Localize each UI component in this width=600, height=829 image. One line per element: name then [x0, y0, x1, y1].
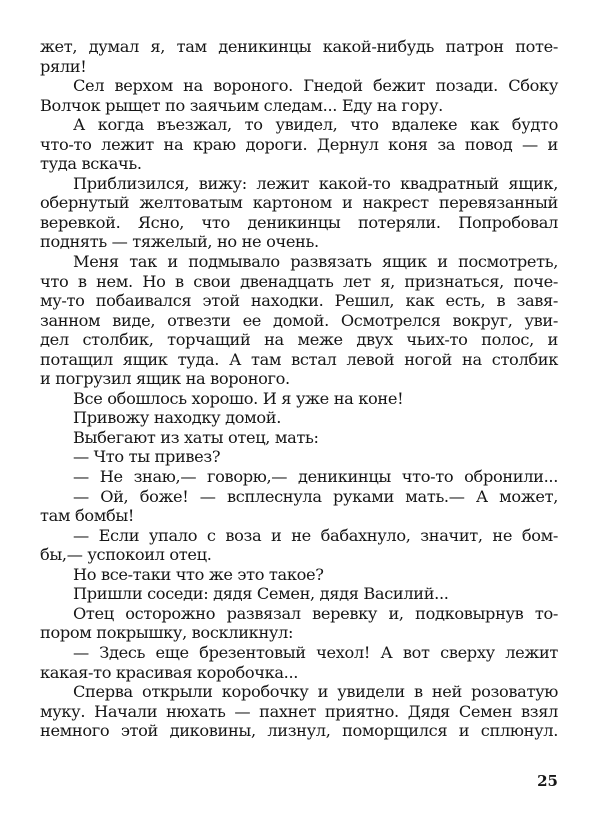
text-line: муку. Начали нюхать — пахнет приятно. Дядя Семен взял	[40, 701, 558, 721]
text-line: — Здесь еще брезентовый чехол! А вот сверху лежит	[73, 642, 558, 662]
text-line: Сел верхом на вороного. Гнедой бежит позади. Сбоку	[73, 76, 558, 96]
text-line: Волчок рыщет по заячьим следам... Еду на гору.	[40, 95, 443, 115]
page-number: 25	[537, 772, 558, 790]
text-line: потащил ящик туда. А там встал левой ногой на столбик	[40, 349, 558, 369]
text-line: — Если упало с воза и не бабахнуло, значит, не бом-	[73, 525, 558, 545]
page-text-body	[40, 37, 558, 741]
text-line: и погрузил ящик на вороного.	[40, 369, 290, 389]
text-line: Привожу находку домой.	[73, 408, 282, 428]
text-line: Но все-таки что же это такое?	[73, 564, 324, 584]
text-line: Все обошлось хорошо. И я уже на коне!	[73, 388, 404, 408]
text-line: дел столбик, торчащий на меже двух чьих-то полос, и	[40, 330, 558, 350]
text-line: жет, думал я, там деникинцы какой-нибудь патрон поте-	[40, 37, 558, 56]
text-line: что в нем. Но в свои двенадцать лет я, признаться, поче-	[40, 271, 558, 291]
text-line: Приблизился, вижу: лежит какой-то квадратный ящик,	[73, 173, 558, 193]
text-line: — Ой, боже! — всплеснула руками мать.— А может,	[73, 486, 558, 506]
text-line: туда вскачь.	[40, 154, 142, 174]
text-line: пором покрышку, воскликнул:	[40, 623, 294, 643]
text-line: занном виде, отвезти ее домой. Осмотрелся вокруг, уви-	[40, 310, 558, 330]
text-line: бы,— успокоил отец.	[40, 545, 212, 565]
text-line: обернутый желтоватым картоном и накрест перевязанный	[40, 193, 558, 213]
text-line: что-то лежит на краю дороги. Дернул коня за повод — и	[40, 134, 558, 154]
text-line: — Не знаю,— говорю,— деникинцы что-то обронили...	[73, 467, 558, 487]
text-line: веревкой. Ясно, что деникинцы потеряли. Попробовал	[40, 212, 558, 232]
text-line: Пришли соседи: дядя Семен, дядя Василий...	[73, 584, 449, 604]
text-line: немного этой диковины, лизнул, поморщился и сплюнул.	[40, 721, 558, 741]
text-line: ряли!	[40, 56, 87, 76]
text-line: Выбегают из хаты отец, мать:	[73, 427, 319, 447]
text-line: му-то побаивался этой находки. Решил, как есть, в завя-	[40, 291, 558, 311]
text-line: Сперва открыли коробочку и увидели в ней розоватую	[73, 682, 558, 702]
text-line: — Что ты привез?	[73, 447, 221, 467]
text-line: А когда въезжал, то увидел, что вдалеке как будто	[73, 115, 558, 135]
text-line: там бомбы!	[40, 506, 135, 526]
text-line: поднять — тяжелый, но не очень.	[40, 232, 319, 252]
text-line: какая-то красивая коробочка...	[40, 662, 299, 682]
text-line: Отец осторожно развязал веревку и, подковырнув то-	[73, 603, 558, 623]
text-line: Меня так и подмывало развязать ящик и посмотреть,	[73, 252, 558, 272]
